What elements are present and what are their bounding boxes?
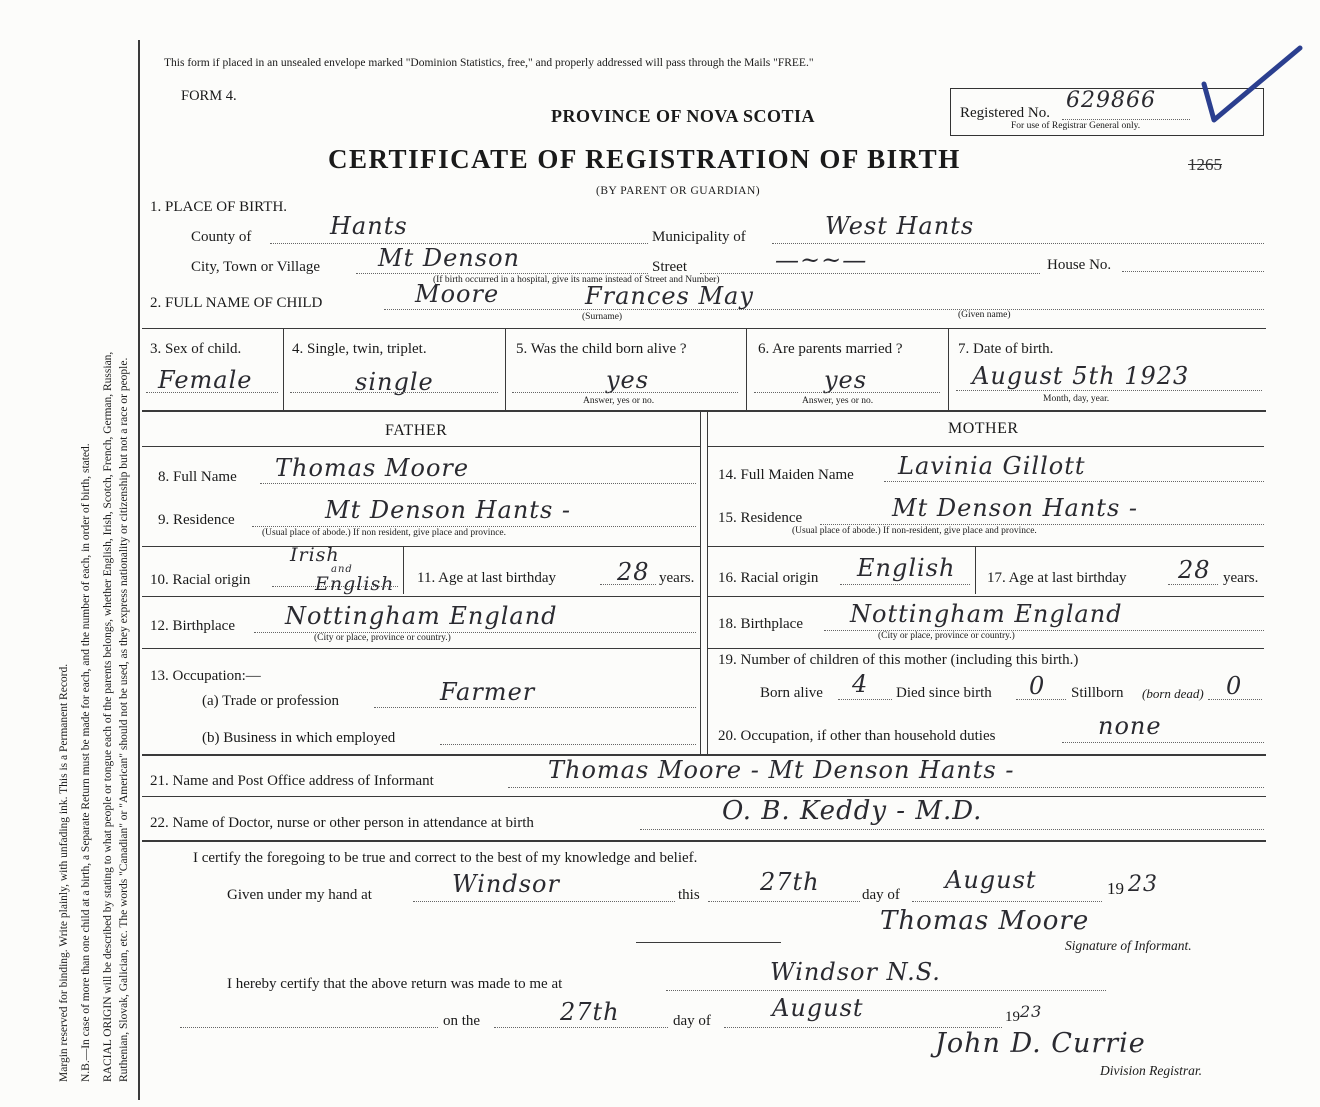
born-alive-note: Answer, yes or no. bbox=[583, 396, 655, 406]
mother-name-line bbox=[884, 481, 1264, 482]
city-label: City, Town or Village bbox=[191, 259, 321, 275]
born-alive-value: yes bbox=[606, 366, 650, 394]
registrar-only-note: For use of Registrar General only. bbox=[1011, 121, 1141, 131]
child-name-line bbox=[384, 309, 1264, 310]
signature-rule bbox=[636, 942, 781, 943]
stillborn-note: (born dead) bbox=[1142, 686, 1204, 701]
born-alive-label: 5. Was the child born alive ? bbox=[516, 341, 687, 357]
mother-occupation-value: none bbox=[1098, 712, 1162, 740]
given-year-suffix: 23 bbox=[1128, 872, 1158, 897]
sex-line bbox=[146, 392, 278, 393]
registrar-blank-line bbox=[180, 1027, 438, 1028]
father-residence-line bbox=[252, 526, 696, 527]
margin-rule bbox=[138, 40, 140, 1100]
born-alive-count-line bbox=[838, 699, 892, 700]
given-day-of-label: day of bbox=[862, 887, 900, 903]
father-racial-origin-label: 10. Racial origin bbox=[150, 572, 251, 588]
father-age-unit: years. bbox=[659, 570, 695, 586]
parents-married-label: 6. Are parents married ? bbox=[758, 341, 903, 357]
form-number: FORM 4. bbox=[181, 88, 237, 104]
surname-note: (Surname) bbox=[582, 312, 623, 322]
born-alive-count-value: 4 bbox=[852, 670, 869, 698]
county-value: Hants bbox=[330, 212, 408, 240]
hospital-note: (If birth occurred in a hospital, give its name instead of Street and Number) bbox=[433, 275, 720, 285]
mother-name-label: 14. Full Maiden Name bbox=[718, 467, 854, 483]
mother-occupation-label: 20. Occupation, if other than household duties bbox=[718, 728, 996, 744]
column-rule bbox=[708, 648, 1264, 649]
column-rule bbox=[142, 446, 700, 447]
registrar-place-value: Windsor N.S. bbox=[770, 958, 941, 986]
street-line bbox=[700, 273, 1040, 274]
column-divider-left bbox=[700, 412, 701, 754]
date-of-birth-value: August 5th 1923 bbox=[972, 362, 1190, 390]
mother-racial-origin-value: English bbox=[857, 554, 956, 582]
registered-number-line bbox=[1062, 119, 1190, 120]
registrar-month-value: August bbox=[772, 994, 864, 1022]
informant-value: Thomas Moore - Mt Denson Hants - bbox=[548, 756, 1015, 784]
street-label: Street bbox=[652, 259, 687, 275]
father-residence-value: Mt Denson Hants - bbox=[325, 496, 571, 524]
registrar-year-prefix: 19 bbox=[1005, 1009, 1020, 1025]
mother-residence-label: 15. Residence bbox=[718, 510, 803, 526]
stillborn-value: 0 bbox=[1226, 672, 1243, 700]
mother-residence-line bbox=[820, 524, 1264, 525]
born-alive-count-label: Born alive bbox=[760, 685, 823, 701]
mother-heading: MOTHER bbox=[948, 420, 1019, 437]
given-name-note: (Given name) bbox=[958, 310, 1011, 320]
parents-married-line bbox=[754, 392, 940, 393]
place-of-birth-heading: 1. PLACE OF BIRTH. bbox=[150, 199, 288, 215]
given-at-line bbox=[413, 901, 675, 902]
section-rule bbox=[142, 840, 1266, 842]
father-name-line bbox=[260, 483, 696, 484]
date-of-birth-note: Month, day, year. bbox=[1043, 394, 1110, 404]
father-name-label: 8. Full Name bbox=[158, 469, 237, 485]
plurality-line bbox=[290, 392, 498, 393]
column-divider-right bbox=[707, 412, 708, 754]
column-rule bbox=[142, 648, 700, 649]
column-rule bbox=[142, 596, 700, 597]
father-birthplace-note: (City or place, province or country.) bbox=[314, 633, 451, 643]
registrar-day-value: 27th bbox=[560, 998, 620, 1026]
died-since-birth-label: Died since birth bbox=[896, 685, 992, 701]
father-racial-origin-value-2: English bbox=[315, 573, 395, 595]
mother-age-value: 28 bbox=[1178, 556, 1211, 584]
column-rule bbox=[708, 546, 1264, 547]
county-label: County of bbox=[191, 229, 252, 245]
father-birthplace-label: 12. Birthplace bbox=[150, 618, 235, 634]
given-day-value: 27th bbox=[760, 868, 820, 896]
stillborn-label: Stillborn bbox=[1071, 685, 1124, 701]
binding-margin bbox=[0, 0, 140, 1107]
column-rule bbox=[708, 446, 1264, 447]
trade-line bbox=[374, 707, 696, 708]
mother-residence-note: (Usual place of abode.) If non-resident, give place and province. bbox=[792, 526, 1037, 536]
corner-mark: 1265 bbox=[1188, 155, 1222, 174]
municipality-label: Municipality of bbox=[652, 229, 746, 245]
doctor-label: 22. Name of Doctor, nurse or other person in attendance at birth bbox=[150, 815, 534, 831]
child-surname-value: Moore bbox=[415, 280, 500, 308]
father-birthplace-value: Nottingham England bbox=[285, 602, 558, 630]
children-count-heading: 19. Number of children of this mother (including this birth.) bbox=[718, 652, 1079, 668]
born-alive-line bbox=[512, 392, 738, 393]
given-at-value: Windsor bbox=[452, 870, 560, 898]
mother-age-unit: years. bbox=[1223, 570, 1259, 586]
doctor-value: O. B. Keddy - M.D. bbox=[722, 796, 983, 826]
parents-married-value: yes bbox=[824, 366, 868, 394]
given-year-prefix: 19 bbox=[1107, 879, 1124, 898]
informant-signature-caption: Signature of Informant. bbox=[1065, 938, 1192, 953]
street-value: —~~— bbox=[775, 246, 868, 274]
business-line bbox=[440, 744, 696, 745]
father-age-value: 28 bbox=[617, 558, 650, 586]
registrar-place-line bbox=[666, 990, 1106, 991]
registrar-statement: I hereby certify that the above return was made to me at bbox=[227, 976, 563, 992]
cell-divider bbox=[975, 546, 976, 594]
cell-divider bbox=[746, 328, 747, 410]
registered-number-value: 629866 bbox=[1066, 88, 1156, 113]
mother-birthplace-note: (City or place, province or country.) bbox=[878, 631, 1015, 641]
registrar-year-suffix: 23 bbox=[1020, 1002, 1043, 1021]
registrar-day-line bbox=[494, 1027, 668, 1028]
informant-label: 21. Name and Post Office address of Informant bbox=[150, 773, 434, 789]
informant-line bbox=[508, 787, 1264, 788]
died-since-birth-value: 0 bbox=[1029, 672, 1046, 700]
cell-divider bbox=[403, 546, 404, 594]
given-this-label: this bbox=[678, 887, 700, 903]
house-number-label: House No. bbox=[1047, 257, 1112, 273]
registered-number-label: Registered No. bbox=[960, 105, 1050, 121]
mother-birthplace-label: 18. Birthplace bbox=[718, 616, 803, 632]
margin-note-multiple-births: N.B.—In case of more than one child at a birth, a Separate Return must be made for each, and the number of each, in order of birth, stated. bbox=[80, 443, 92, 1082]
section-rule bbox=[142, 328, 1266, 329]
father-racial-origin-and: and bbox=[331, 564, 353, 575]
plurality-label: 4. Single, twin, triplet. bbox=[292, 341, 427, 357]
city-value: Mt Denson bbox=[378, 244, 520, 272]
column-rule bbox=[142, 546, 700, 547]
father-occupation-heading: 13. Occupation:— bbox=[150, 668, 261, 684]
mother-name-value: Lavinia Gillott bbox=[898, 452, 1086, 480]
business-label: (b) Business in which employed bbox=[202, 730, 396, 746]
mother-residence-value: Mt Denson Hants - bbox=[892, 494, 1138, 522]
plurality-value: single bbox=[355, 368, 434, 396]
informant-signature: Thomas Moore bbox=[880, 906, 1090, 936]
child-given-name-value: Frances May bbox=[585, 282, 754, 310]
father-name-value: Thomas Moore bbox=[275, 454, 470, 482]
blue-checkmark-icon bbox=[1200, 44, 1304, 126]
section-rule bbox=[142, 410, 1266, 412]
registrar-signature-caption: Division Registrar. bbox=[1100, 1063, 1203, 1078]
mailing-notice: This form if placed in an unsealed envelope marked "Dominion Statistics, free," and properly addressed will pass through the Mails "FREE." bbox=[164, 57, 814, 69]
certification-statement: I certify the foregoing to be true and correct to the best of my knowledge and belief. bbox=[193, 850, 698, 866]
house-number-line bbox=[1122, 271, 1264, 272]
given-day-line bbox=[708, 901, 860, 902]
mother-birthplace-value: Nottingham England bbox=[850, 600, 1123, 628]
father-residence-label: 9. Residence bbox=[158, 512, 235, 528]
mother-occupation-line bbox=[1062, 742, 1264, 743]
cell-divider bbox=[505, 328, 506, 410]
margin-note-binding: Margin reserved for binding. Write plainly, with unfading ink. This is a Permanent Record. bbox=[58, 663, 70, 1082]
cell-divider bbox=[283, 328, 284, 410]
given-month-line bbox=[912, 901, 1102, 902]
date-of-birth-label: 7. Date of birth. bbox=[958, 341, 1054, 357]
sex-label: 3. Sex of child. bbox=[150, 341, 242, 357]
certificate-title: CERTIFICATE OF REGISTRATION OF BIRTH bbox=[328, 144, 961, 174]
father-heading: FATHER bbox=[385, 422, 448, 439]
margin-note-racial-origin: RACIAL ORIGIN will be described by stating to what people or tongue each of the parents belongs, whether English, Irish, Scotch, French, German, Russian, bbox=[102, 351, 114, 1082]
parents-married-note: Answer, yes or no. bbox=[802, 396, 874, 406]
column-rule bbox=[708, 596, 1264, 597]
child-name-label: 2. FULL NAME OF CHILD bbox=[150, 295, 323, 311]
section-rule bbox=[142, 796, 1266, 797]
mother-racial-origin-line bbox=[840, 584, 970, 585]
province-heading: PROVINCE OF NOVA SCOTIA bbox=[551, 106, 816, 126]
father-residence-note: (Usual place of abode.) If non resident, give place and province. bbox=[262, 528, 506, 538]
given-month-value: August bbox=[945, 866, 1037, 894]
mother-age-label: 17. Age at last birthday bbox=[987, 570, 1127, 586]
father-racial-origin-value-1: Irish bbox=[290, 544, 340, 566]
registrar-signature: John D. Currie bbox=[935, 1028, 1146, 1059]
registrar-day-of-label: day of bbox=[673, 1013, 711, 1029]
trade-label: (a) Trade or profession bbox=[202, 693, 340, 709]
mother-age-line bbox=[1168, 584, 1218, 585]
mother-racial-origin-label: 16. Racial origin bbox=[718, 570, 819, 586]
certificate-subtitle: (BY PARENT OR GUARDIAN) bbox=[596, 185, 761, 197]
municipality-line bbox=[772, 243, 1264, 244]
municipality-value: West Hants bbox=[825, 212, 975, 240]
given-at-label: Given under my hand at bbox=[227, 887, 372, 903]
registrar-on-label: on the bbox=[443, 1013, 481, 1029]
trade-value: Farmer bbox=[440, 678, 536, 706]
margin-note-racial-origin-cont: Ruthenian, Slovak, Galician, etc. The words "Canadian" or "American" should not be used, as they express nationality or citizenship but not a race or people. bbox=[118, 357, 130, 1082]
sex-value: Female bbox=[158, 366, 253, 394]
city-line bbox=[356, 273, 648, 274]
father-age-label: 11. Age at last birthday bbox=[417, 570, 556, 586]
date-of-birth-line bbox=[956, 390, 1262, 391]
doctor-line bbox=[640, 829, 1264, 830]
cell-divider bbox=[948, 328, 949, 410]
